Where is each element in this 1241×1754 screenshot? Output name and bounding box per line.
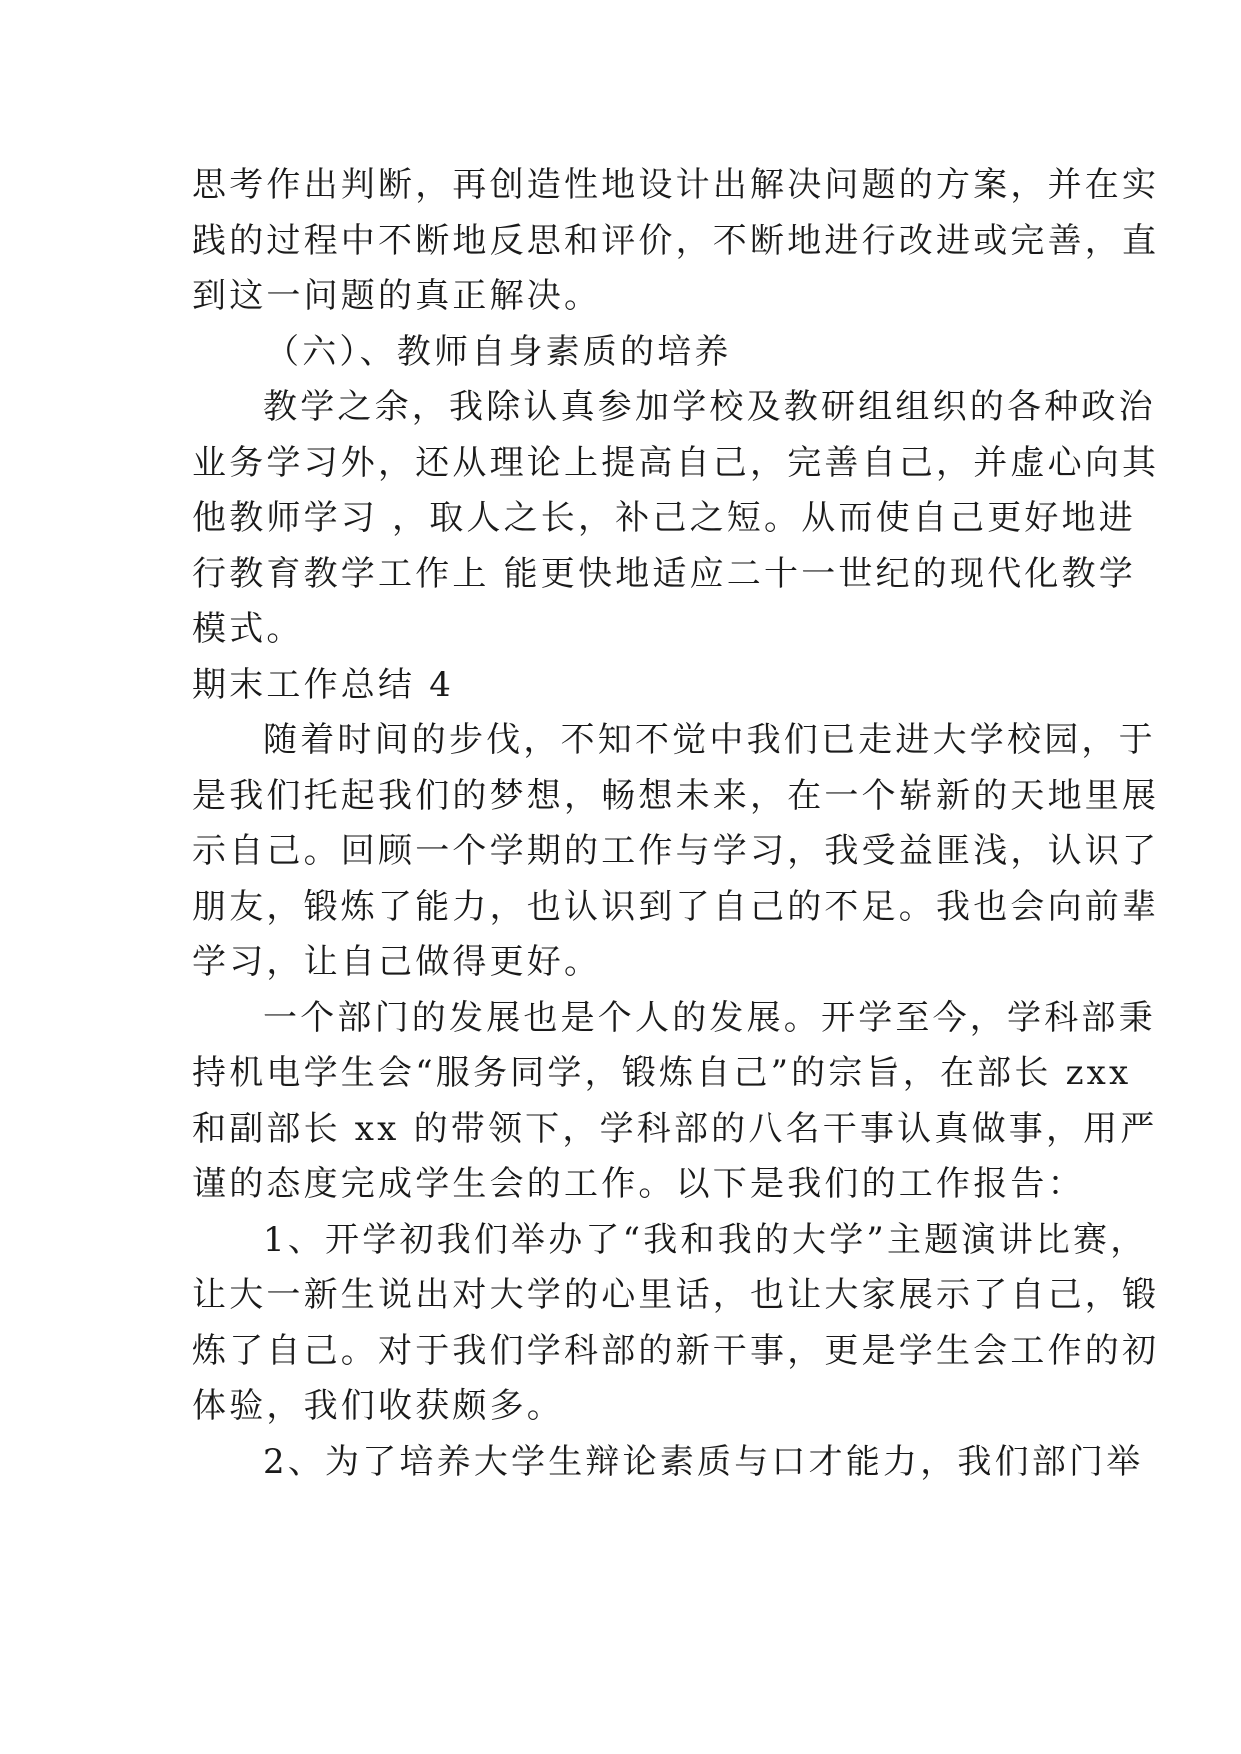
paragraph-line: 让大一新生说出对大学的心里话，也让大家展示了自己，锻 bbox=[192, 1275, 1160, 1315]
paragraph-line: 思考作出判断，再创造性地设计出解决问题的方案，并在实 bbox=[192, 165, 1160, 205]
section-heading: （六）、教师自身素质的培养 bbox=[265, 331, 732, 372]
paragraph-line: 持机电学生会“服务同学，锻炼自己”的宗旨，在部长 zxx bbox=[192, 1053, 1132, 1093]
paragraph-line: 体验，我们收获颇多。 bbox=[192, 1386, 564, 1426]
paragraph-line: 学习，让自己做得更好。 bbox=[192, 942, 602, 982]
document-body bbox=[192, 158, 1160, 1490]
paragraph-line: 践的过程中不断地反思和评价，不断地进行改进或完善，直 bbox=[192, 220, 1160, 261]
paragraph-line: 是我们托起我们的梦想，畅想未来，在一个崭新的天地里展 bbox=[192, 775, 1160, 816]
paragraph-line: 一个部门的发展也是个人的发展。开学至今，学科部秉 bbox=[263, 997, 1156, 1038]
paragraph-line: 随着时间的步伐，不知不觉中我们已走进大学校园，于 bbox=[263, 720, 1156, 760]
paragraph-line: 到这一问题的真正解决。 bbox=[192, 276, 602, 316]
paragraph-line: 示自己。回顾一个学期的工作与学习，我受益匪浅，认识了 bbox=[192, 831, 1160, 871]
paragraph-line: 教学之余，我除认真参加学校及教研组组织的各种政治 bbox=[263, 387, 1156, 427]
paragraph-line: 2、为了培养大学生辩论素质与口才能力，我们部门举 bbox=[263, 1441, 1144, 1482]
paragraph-line: 模式。 bbox=[192, 609, 304, 649]
paragraph-line: 炼了自己。对于我们学科部的新干事，更是学生会工作的初 bbox=[192, 1330, 1160, 1371]
document-title: 期末工作总结 4 bbox=[192, 664, 455, 705]
paragraph-line: 谨的态度完成学生会的工作。以下是我们的工作报告： bbox=[192, 1164, 1085, 1204]
paragraph-line: 1、开学初我们举办了“我和我的大学”主题演讲比赛， bbox=[263, 1219, 1148, 1260]
paragraph-line: 他教师学习 ，取人之长，补己之短。从而使自己更好地进 bbox=[192, 498, 1137, 538]
paragraph-line: 朋友，锻炼了能力，也认识到了自己的不足。我也会向前辈 bbox=[192, 886, 1160, 927]
paragraph-line: 和副部长 xx 的带领下，学科部的八名干事认真做事，用严 bbox=[192, 1108, 1158, 1149]
paragraph-line: 行教育教学工作上 能更快地适应二十一世纪的现代化教学 bbox=[192, 553, 1137, 594]
paragraph-line: 业务学习外，还从理论上提高自己，完善自己，并虚心向其 bbox=[192, 442, 1160, 483]
